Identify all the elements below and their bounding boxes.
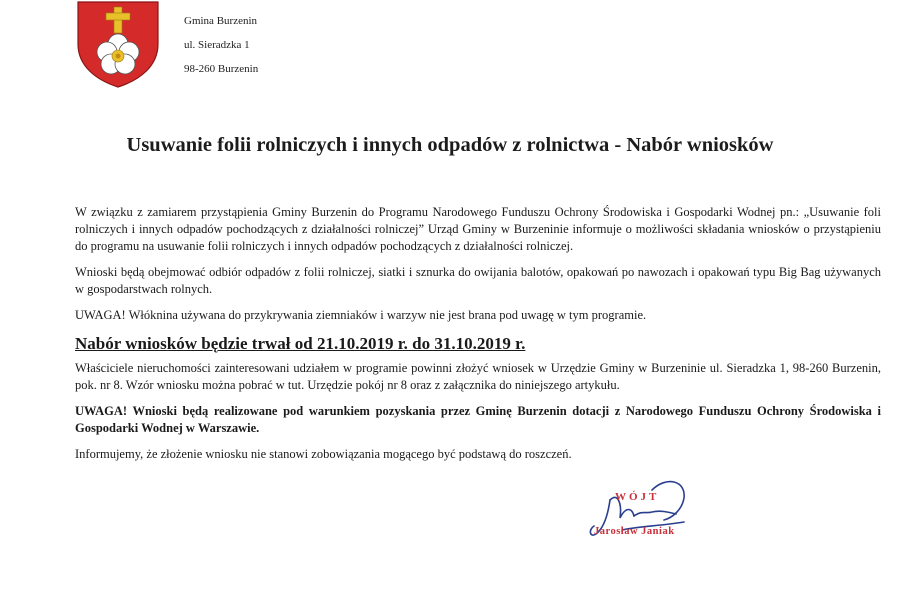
office-address xyxy=(184,9,258,81)
handwritten-signature-icon xyxy=(580,470,710,550)
coat-of-arms-icon xyxy=(74,0,162,88)
disclaimer-paragraph: Informujemy, że złożenie wniosku nie stanowi zobowiązania mogącego być podstawą do roszczeń. xyxy=(75,447,572,461)
postal-code: 98-260 Burzenin xyxy=(184,63,259,75)
dates-heading: Nabór wniosków będzie trwał od 21.10.2019 r. do 31.10.2019 r. xyxy=(75,334,526,353)
scope-paragraph: Wnioski będą obejmować odbiór odpadów z folii rolniczej, siatki i sznurka do owijania balotów, opakowań po nawozach i opakowań typu Big Bag używanych w gospodarstwach rolnych. xyxy=(75,265,881,296)
warning-paragraph: UWAGA! Wnioski będą realizowane pod warunkiem pozyskania przez Gminę Burzenin dotacji z Narodowego Funduszu Ochrony Środowiska i Gospodarki Wodnej w Warszawie. xyxy=(75,404,881,435)
street-address: ul. Sieradzka 1 xyxy=(184,39,250,51)
signatory-name: Jarosław Janiak xyxy=(594,526,675,537)
document-body xyxy=(75,204,881,472)
note-paragraph: UWAGA! Włóknina używana do przykrywania ziemniaków i warzyw nie jest brana pod uwagę w tym programie. xyxy=(75,308,647,322)
municipality-name: Gmina Burzenin xyxy=(184,15,258,27)
owners-paragraph: Właściciele nieruchomości zainteresowani udziałem w programie powinni złożyć wniosek w Urzędzie Gminy w Burzeninie ul. Sieradzka 1, 98-260 Burzenin, pok. nr 8. Wzór wniosku można pobrać w tut. Urzędzie pokój nr 8 oraz z załącznika do niniejszego artykułu. xyxy=(75,361,881,392)
signature-title: WÓJT xyxy=(615,491,660,503)
intro-paragraph: W związku z zamiarem przystąpienia Gminy Burzenin do Programu Narodowego Funduszu Ochrony Środowiska i Gospodarki Wodnej pn.: „Usuwanie foli rolniczych i innych odpadów pochodzących z działalności rolniczej” Urząd Gminy w Burzeninie informuje o możliwości składania wniosków o przystąpieniu do programu na usuwanie folii rolniczych i innych odpadów pochodzących z działalności rolniczej. xyxy=(75,205,881,253)
page-title: Usuwanie folii rolniczych i innych odpadów z rolnictwa - Nabór wniosków xyxy=(126,134,774,156)
